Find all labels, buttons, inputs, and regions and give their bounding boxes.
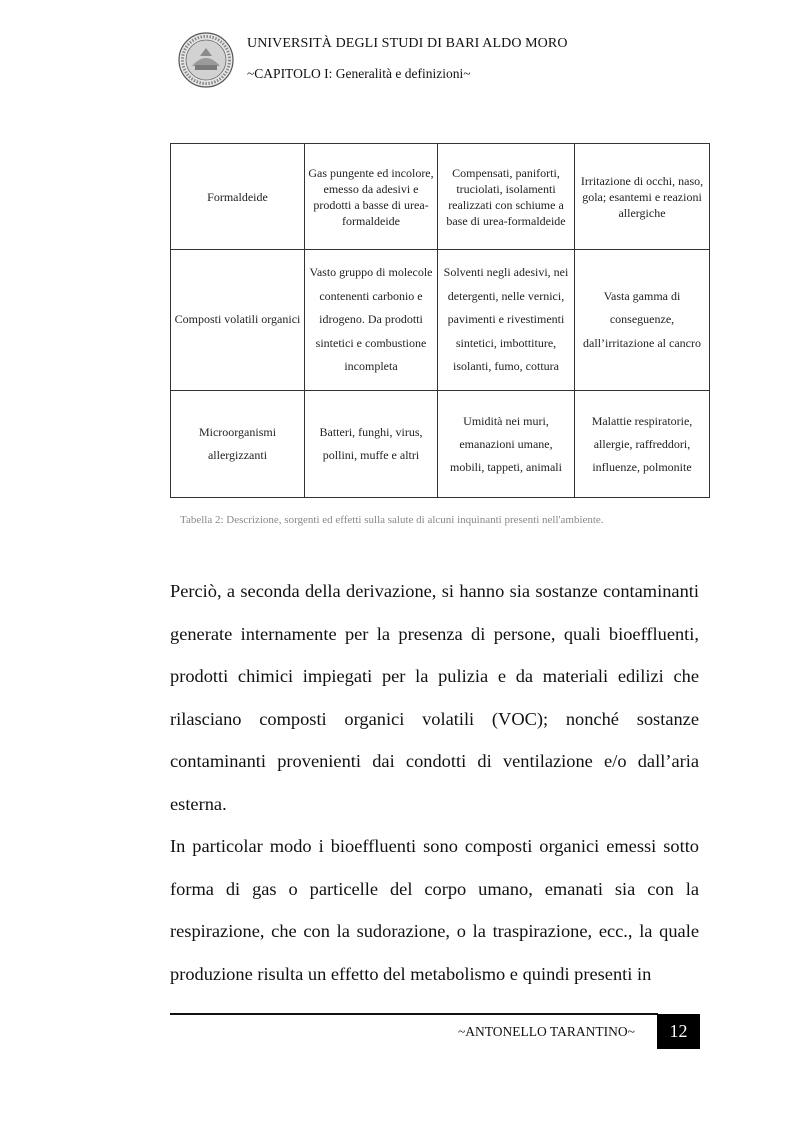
table-caption: Tabella 2: Descrizione, sorgenti ed effetti sulla salute di alcuni inquinanti presenti nell'ambiente. (180, 514, 604, 526)
cell-pollutant: Microorganismi allergizzanti (171, 391, 305, 498)
page-number: 12 (657, 1014, 700, 1049)
table-row (171, 144, 710, 250)
footer-author: ~ANTONELLO TARANTINO~ (458, 1024, 635, 1039)
cell-description: Vasto gruppo di molecole contenenti carbonio e idrogeno. Da prodotti sintetici e combustione incompleta (305, 250, 438, 391)
cell-sources: Solventi negli adesivi, nei detergenti, nelle vernici, pavimenti e rivestimenti sintetici, imbottiture, isolanti, fumo, cottura (438, 250, 575, 391)
cell-effects: Irritazione di occhi, naso, gola; esantemi e reazioni allergiche (575, 144, 710, 250)
body-text (170, 570, 699, 995)
header-chapter: ~CAPITOLO I: Generalità e definizioni~ (247, 66, 471, 81)
cell-pollutant: Composti volatili organici (171, 250, 305, 391)
cell-pollutant: Formaldeide (171, 144, 305, 250)
paragraph: Perciò, a seconda della derivazione, si hanno sia sostanze contaminanti generate internamente per la presenza di persone, quali bioeffluenti, prodotti chimici impiegati per la pulizia e da materiali edilizi che rilasciano composti organici volatili (VOC); nonché sostanze contaminanti provenienti dai condotti di ventilazione e/o dall’aria esterna. (170, 581, 699, 814)
table-row (171, 391, 710, 498)
cell-effects: Malattie respiratorie, allergie, raffreddori, influenze, polmonite (575, 391, 710, 498)
university-seal-logo (178, 32, 234, 88)
cell-effects: Vasta gamma di conseguenze, dall’irritazione al cancro (575, 250, 710, 391)
header-university: UNIVERSITÀ DEGLI STUDI DI BARI ALDO MORO (247, 36, 568, 51)
cell-description: Gas pungente ed incolore, emesso da adesivi e prodotti a basse di urea-formaldeide (305, 144, 438, 250)
table-row (171, 250, 710, 391)
pollutants-table (170, 143, 710, 498)
cell-sources: Umidità nei muri, emanazioni umane, mobili, tappeti, animali (438, 391, 575, 498)
footer-rule (170, 1013, 658, 1015)
paragraph: In particolar modo i bioeffluenti sono composti organici emessi sotto forma di gas o particelle del corpo umano, emanati sia con la respirazione, che con la sudorazione, o la traspirazione, ecc., la quale produzione risulta un effetto del metabolismo e quindi presenti in (170, 836, 699, 984)
cell-sources: Compensati, paniforti, truciolati, isolamenti realizzati con schiume a base di urea-formaldeide (438, 144, 575, 250)
cell-description: Batteri, funghi, virus, pollini, muffe e altri (305, 391, 438, 498)
